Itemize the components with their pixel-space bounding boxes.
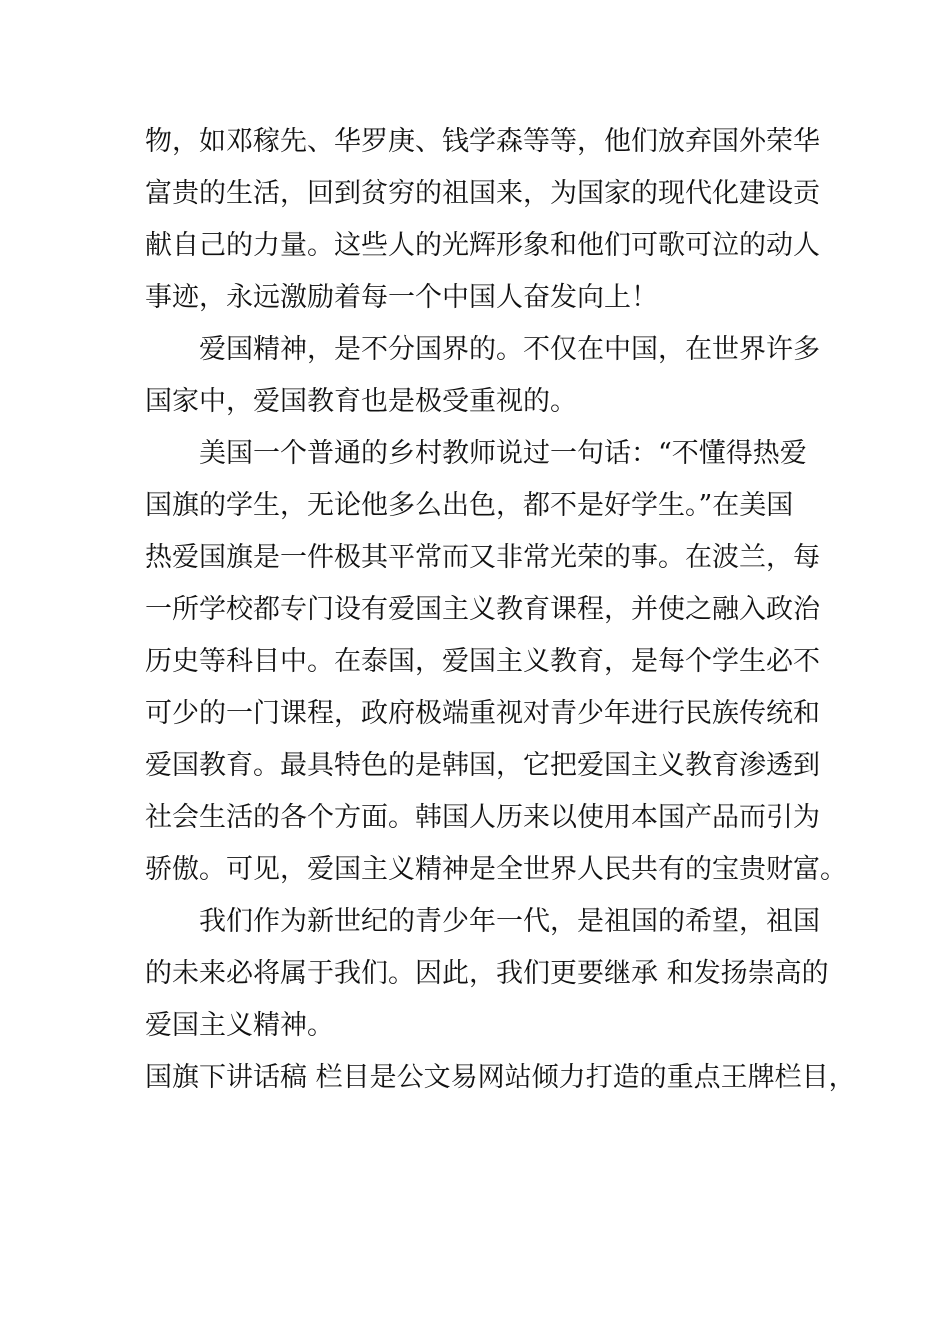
paragraph-3-line-1: 美国一个普通的乡村教师说过一句话：“不懂得热爱 xyxy=(199,438,807,469)
paragraph-2-line-1: 爱国精神，是不分国界的。不仅在中国，在世界许多 xyxy=(199,334,820,365)
paragraph-1-line-1: 物，如邓稼先、华罗庚、钱学森等等，他们放弃国外荣华 xyxy=(145,126,820,157)
paragraph-1-line-3: 献自己的力量。这些人的光辉形象和他们可歌可泣的动人 xyxy=(145,230,820,261)
paragraph-3-line-7: 爱国教育。最具特色的是韩国，它把爱国主义教育渗透到 xyxy=(145,750,820,781)
document-body xyxy=(145,116,856,1104)
paragraph-3-line-6: 可少的一门课程，政府极端重视对青少年进行民族传统和 xyxy=(145,698,820,729)
paragraph-3-line-9: 骄傲。可见，爱国主义精神是全世界人民共有的宝贵财富。 xyxy=(145,854,847,885)
paragraph-3-line-8: 社会生活的各个方面。韩国人历来以使用本国产品而引为 xyxy=(145,802,820,833)
paragraph-3-line-3: 热爱国旗是一件极其平常而又非常光荣的事。在波兰，每 xyxy=(145,542,820,573)
column-note-line: 国旗下讲话稿 栏目是公文易网站倾力打造的重点王牌栏目， xyxy=(145,1062,856,1093)
paragraph-1-line-4: 事迹，永远激励着每一个中国人奋发向上！ xyxy=(145,282,658,313)
paragraph-3-line-2: 国旗的学生，无论他多么出色，都不是好学生。”在美国 xyxy=(145,490,794,521)
paragraph-1-line-2: 富贵的生活，回到贫穷的祖国来，为国家的现代化建设贡 xyxy=(145,178,820,209)
paragraph-4-line-1: 我们作为新世纪的青少年一代，是祖国的希望，祖国 xyxy=(199,906,820,937)
paragraph-4-line-2: 的未来必将属于我们。因此，我们更要继承 和发扬崇高的 xyxy=(145,958,829,989)
paragraph-3-line-5: 历史等科目中。在泰国，爱国主义教育，是每个学生必不 xyxy=(145,646,820,677)
paragraph-3-line-4: 一所学校都专门设有爱国主义教育课程，并使之融入政治 xyxy=(145,594,820,625)
paragraph-2-line-2: 国家中，爱国教育也是极受重视的。 xyxy=(145,386,577,417)
paragraph-4-line-3: 爱国主义精神。 xyxy=(145,1010,334,1041)
